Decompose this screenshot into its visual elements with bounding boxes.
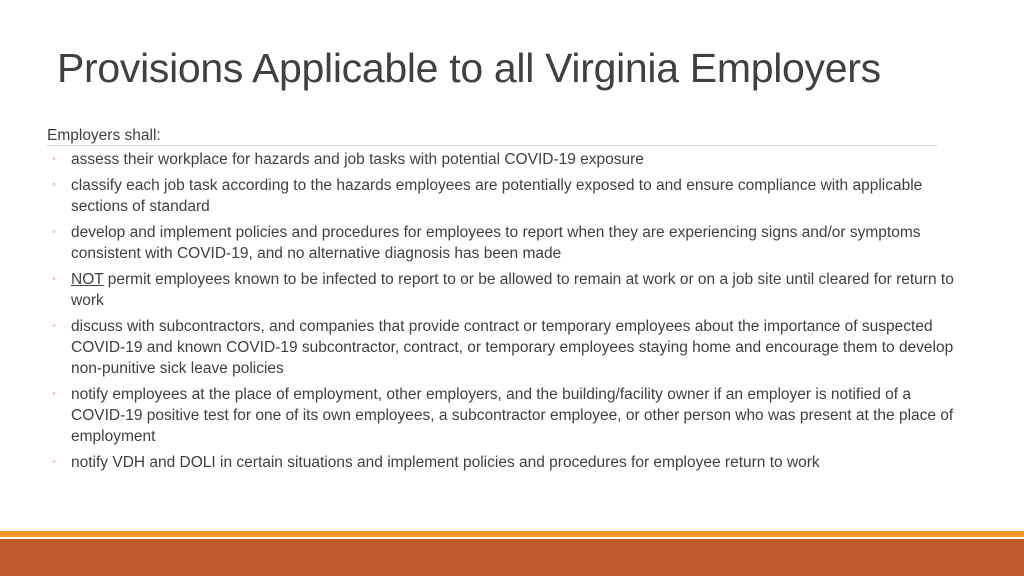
bullet-text: notify employees at the place of employment, other employers, and the building/facility owner if an employer is notified of a COVID-19 positive test for one of its own employees, a subcontractor employee, or other person who was present at the place of employment: [71, 386, 954, 445]
footer-band: [0, 539, 1024, 576]
bullet-text: develop and implement policies and procedures for employees to report when they are experiencing signs and/or symptoms consistent with COVID-19, and no alternative diagnosis has been made: [71, 224, 921, 262]
bullet-text: discuss with subcontractors, and companies that provide contract or temporary employees about the importance of suspected COVID-19 and known COVID-19 subcontractor, contract, or temporary employees staying home and encourage them to develop non-punitive sick leave policies: [71, 318, 954, 377]
bullet-circle-icon: ◦: [52, 273, 56, 285]
intro-text: Employers shall:: [47, 127, 161, 144]
bullet-item-discuss: [52, 316, 967, 379]
bullet-item-develop: [52, 222, 967, 264]
bullet-item-notify-employees: [52, 384, 967, 447]
bullet-circle-icon: ◦: [52, 320, 56, 332]
bullet-list: [52, 149, 967, 478]
slide-title: Provisions Applicable to all Virginia Employers: [57, 45, 881, 91]
bullet-item-assess: [52, 149, 967, 170]
bullet-circle-icon: ◦: [52, 153, 56, 165]
divider-line: [47, 145, 937, 146]
bullet-emphasis: NOT: [71, 271, 104, 288]
footer-stripe: [0, 531, 1024, 537]
bullet-text: classify each job task according to the hazards employees are potentially exposed to and ensure compliance with applicable sections of standard: [71, 177, 923, 215]
bullet-item-classify: [52, 175, 967, 217]
bullet-circle-icon: ◦: [52, 179, 56, 191]
bullet-circle-icon: ◦: [52, 388, 56, 400]
bullet-text: assess their workplace for hazards and job tasks with potential COVID-19 exposure: [71, 151, 644, 168]
bullet-item-notify-vdh: [52, 452, 967, 473]
bullet-circle-icon: ◦: [52, 456, 56, 468]
bullet-circle-icon: ◦: [52, 226, 56, 238]
bullet-item-not-permit: [52, 269, 967, 311]
bullet-text: notify VDH and DOLI in certain situations and implement policies and procedures for employee return to work: [71, 454, 820, 471]
bullet-text: permit employees known to be infected to report to or be allowed to remain at work or on a job site until cleared for return to work: [71, 271, 954, 309]
